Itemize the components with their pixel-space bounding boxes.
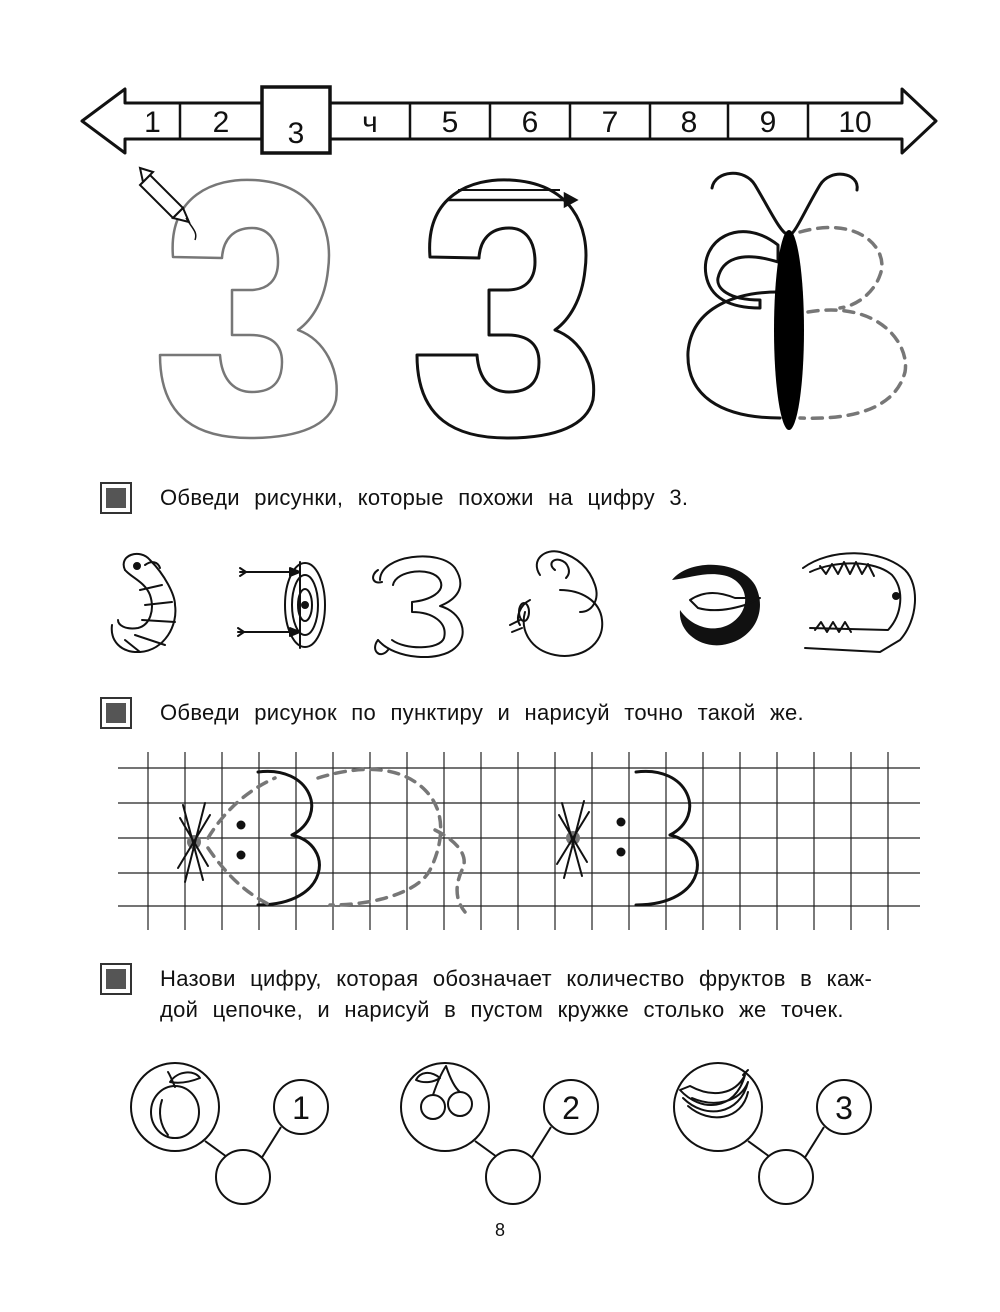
chain-link xyxy=(475,1141,497,1157)
chain-link xyxy=(205,1141,227,1157)
chain-link xyxy=(748,1141,770,1157)
chain-number: 1 xyxy=(292,1090,310,1126)
task-3-line-1: Назови цифру, которая обозначает количество фруктов в каж- xyxy=(160,966,873,991)
number-line-item: 3 xyxy=(287,117,305,150)
number-line-item: 8 xyxy=(680,106,698,139)
number-line-item: 6 xyxy=(521,106,539,139)
number-line-item: 5 xyxy=(441,106,459,139)
number-line-item: ч xyxy=(362,106,378,139)
number-line-item: 7 xyxy=(601,106,619,139)
task-1-text: Обведи рисунки, которые похожи на цифру 3. xyxy=(160,485,689,510)
fruit-circle xyxy=(674,1063,762,1151)
chain-number: 3 xyxy=(835,1090,853,1126)
chain-link xyxy=(804,1127,824,1159)
page-number: 8 xyxy=(494,1220,505,1240)
chain-link xyxy=(531,1127,551,1159)
chain-link xyxy=(261,1127,281,1159)
empty-dots-circle[interactable] xyxy=(759,1150,813,1204)
task-3-line-2: дой цепочке, и нарисуй в пустом кружке столько же точек. xyxy=(160,997,844,1022)
number-line-item: 2 xyxy=(212,106,230,139)
chain-number: 2 xyxy=(562,1090,580,1126)
empty-dots-circle[interactable] xyxy=(216,1150,270,1204)
number-line-item: 10 xyxy=(838,106,872,139)
number-line-item: 9 xyxy=(759,106,777,139)
number-line-item: 1 xyxy=(144,106,161,139)
task-2-text: Обведи рисунок по пунктиру и нарисуй точно такой же. xyxy=(160,700,804,725)
empty-dots-circle[interactable] xyxy=(486,1150,540,1204)
